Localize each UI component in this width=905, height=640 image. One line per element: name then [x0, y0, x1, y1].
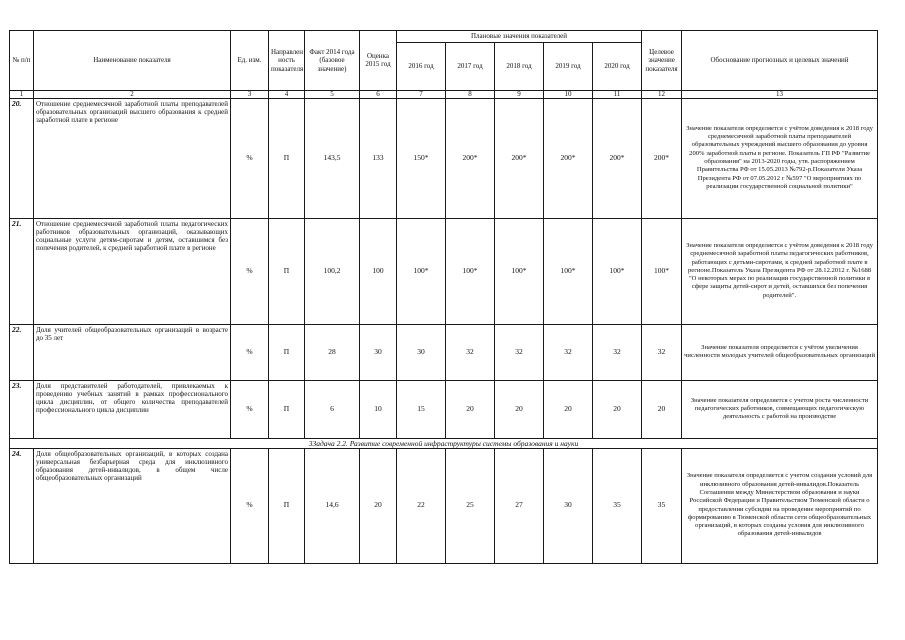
- column-index: 1: [10, 90, 34, 98]
- header-fact-2014: Факт 2014 года (базовое значение): [305, 31, 360, 91]
- row-number: 20.: [10, 98, 34, 218]
- basis-cell: Значение показателя определяется с учетом создания условий для инклюзивного образования детей-инвалидов.Показатель Соглашения между Министерством образования и науки Российской Федерации и Правительством Тюменской области о предоставлении субсидии на проведение мероприятий по формированию в Тюменской области сети общеобразовательных организаций, в которых созданы условия для инклюзивного образования детей-инвалидов: [682, 448, 878, 563]
- column-index: 2: [34, 90, 231, 98]
- row-number: 24.: [10, 448, 34, 563]
- header-unit: Ед. изм.: [231, 31, 269, 91]
- year-2019-cell: 20: [544, 380, 593, 438]
- header-year-2016: 2016 год: [397, 42, 446, 90]
- table-row: [10, 98, 878, 218]
- row-number: 22.: [10, 324, 34, 380]
- target-cell: 100*: [642, 218, 682, 324]
- header-basis: Обоснование прогнозных и целевых значений: [682, 31, 878, 91]
- year-2019-cell: 32: [544, 324, 593, 380]
- year-2020-cell: 35: [593, 448, 642, 563]
- year-2016-cell: 100*: [397, 218, 446, 324]
- year-2017-cell: 100*: [446, 218, 495, 324]
- task-title: 3Задача 2.2. Развитие современной инфраструктуры системы образования и науки: [10, 438, 878, 448]
- estimate-2015-cell: 133: [360, 98, 397, 218]
- header-target: Целевое значение показателя: [642, 31, 682, 91]
- target-cell: 20: [642, 380, 682, 438]
- task-row: [10, 438, 878, 448]
- indicators-sheet: [9, 30, 877, 564]
- column-index: 13: [682, 90, 878, 98]
- target-cell: 200*: [642, 98, 682, 218]
- fact-2014-cell: 100,2: [305, 218, 360, 324]
- fact-2014-cell: 14,6: [305, 448, 360, 563]
- year-2016-cell: 15: [397, 380, 446, 438]
- table-row: [10, 380, 878, 438]
- table-row: [10, 448, 878, 563]
- year-2017-cell: 20: [446, 380, 495, 438]
- estimate-2015-cell: 10: [360, 380, 397, 438]
- year-2018-cell: 200*: [495, 98, 544, 218]
- target-cell: 32: [642, 324, 682, 380]
- year-2016-cell: 150*: [397, 98, 446, 218]
- header-year-2019: 2019 год: [544, 42, 593, 90]
- year-2019-cell: 100*: [544, 218, 593, 324]
- header-year-2020: 2020 год: [593, 42, 642, 90]
- indicator-name: Отношение среднемесячной заработной платы преподавателей образовательных организаций высшего образования к средней заработной плате в регионе: [34, 98, 231, 218]
- year-2017-cell: 25: [446, 448, 495, 563]
- header-num: № п/п: [10, 31, 34, 91]
- header-direction: Направлен ность показателя: [269, 31, 305, 91]
- column-index: 6: [360, 90, 397, 98]
- year-2020-cell: 32: [593, 324, 642, 380]
- direction-cell: П: [269, 380, 305, 438]
- target-cell: 35: [642, 448, 682, 563]
- direction-cell: П: [269, 218, 305, 324]
- fact-2014-cell: 28: [305, 324, 360, 380]
- direction-cell: П: [269, 98, 305, 218]
- year-2019-cell: 30: [544, 448, 593, 563]
- year-2018-cell: 27: [495, 448, 544, 563]
- basis-cell: Значение показателя определяется с учётом увеличения численности молодых учителей общеобразовательных организаций: [682, 324, 878, 380]
- fact-2014-cell: 6: [305, 380, 360, 438]
- column-index: 12: [642, 90, 682, 98]
- unit-cell: %: [231, 218, 269, 324]
- column-index: 8: [446, 90, 495, 98]
- indicators-table: [9, 30, 878, 564]
- indicator-name: Доля общеобразовательных организаций, в которых создана универсальная безбарьерная среда для инклюзивного образования детей-инвалидов, в общем числе общеобразовательных организаций: [34, 448, 231, 563]
- year-2018-cell: 32: [495, 324, 544, 380]
- column-index: 9: [495, 90, 544, 98]
- indicator-name: Отношение среднемесячной заработной платы педагогических работников образовательных организаций, оказывающих социальные услуги детям-сиротам и детям, оставшимся без попечения родителей, к средней заработной плате в регионе: [34, 218, 231, 324]
- column-index: 7: [397, 90, 446, 98]
- unit-cell: %: [231, 448, 269, 563]
- estimate-2015-cell: 100: [360, 218, 397, 324]
- estimate-2015-cell: 30: [360, 324, 397, 380]
- basis-cell: Значение показателя определяется с учетом роста численности педагогических работников, совмещающих педагогическую деятельность с работой на производстве: [682, 380, 878, 438]
- estimate-2015-cell: 20: [360, 448, 397, 563]
- indicator-name: Доля учителей общеобразовательных организаций в возрасте до 35 лет: [34, 324, 231, 380]
- header-year-2018: 2018 год: [495, 42, 544, 90]
- year-2016-cell: 22: [397, 448, 446, 563]
- column-index: 5: [305, 90, 360, 98]
- header-year-2017: 2017 год: [446, 42, 495, 90]
- row-number: 21.: [10, 218, 34, 324]
- basis-cell: Значение показателя определяется с учётом доведения к 2018 году среднемесячной заработной платы преподавателей образовательных учреждений высшего образования до уровня 200% заработной платы в регионе. Показатель ГП РФ "Развитие образования" на 2013-2020 годы, утв. распоряжением Правительства РФ от 15.05.2013 №792-р.Показатели Указа Президента РФ от 07.05.2012 г №597 "О мероприятиях по реализации государственной социальной политики": [682, 98, 878, 218]
- unit-cell: %: [231, 380, 269, 438]
- fact-2014-cell: 143,5: [305, 98, 360, 218]
- year-2017-cell: 200*: [446, 98, 495, 218]
- column-index-row: [10, 90, 878, 98]
- year-2020-cell: 200*: [593, 98, 642, 218]
- row-number: 23.: [10, 380, 34, 438]
- direction-cell: П: [269, 448, 305, 563]
- table-row: [10, 324, 878, 380]
- direction-cell: П: [269, 324, 305, 380]
- basis-cell: Значение показателя определяется с учётом доведения к 2018 году среднемесячной заработной платы педагогических работников, работающих с детьми-сиротами, к средней заработной плате в регионе.Показатель Указа Президента РФ от 28.12.2012 г. №1688 "О некоторых мерах по реализации государственной политики в сфере защиты детей-сирот и детей, оставшихся без попечения родителей".: [682, 218, 878, 324]
- year-2020-cell: 100*: [593, 218, 642, 324]
- column-index: 3: [231, 90, 269, 98]
- table-row: [10, 218, 878, 324]
- year-2017-cell: 32: [446, 324, 495, 380]
- column-index: 4: [269, 90, 305, 98]
- column-index: 11: [593, 90, 642, 98]
- year-2020-cell: 20: [593, 380, 642, 438]
- unit-cell: %: [231, 324, 269, 380]
- year-2016-cell: 30: [397, 324, 446, 380]
- header-estimate-2015: Оценка 2015 год: [360, 31, 397, 91]
- year-2019-cell: 200*: [544, 98, 593, 218]
- unit-cell: %: [231, 98, 269, 218]
- year-2018-cell: 100*: [495, 218, 544, 324]
- year-2018-cell: 20: [495, 380, 544, 438]
- indicator-name: Доля представителей работодателей, привлекаемых к проведению учебных занятий в рамках профессионального цикла дисциплин, от общего количества преподавателей профессионального цикла дисциплин: [34, 380, 231, 438]
- column-index: 10: [544, 90, 593, 98]
- header-planned-group: Плановые значения показателей: [397, 31, 642, 43]
- header-name: Наименование показателя: [34, 31, 231, 91]
